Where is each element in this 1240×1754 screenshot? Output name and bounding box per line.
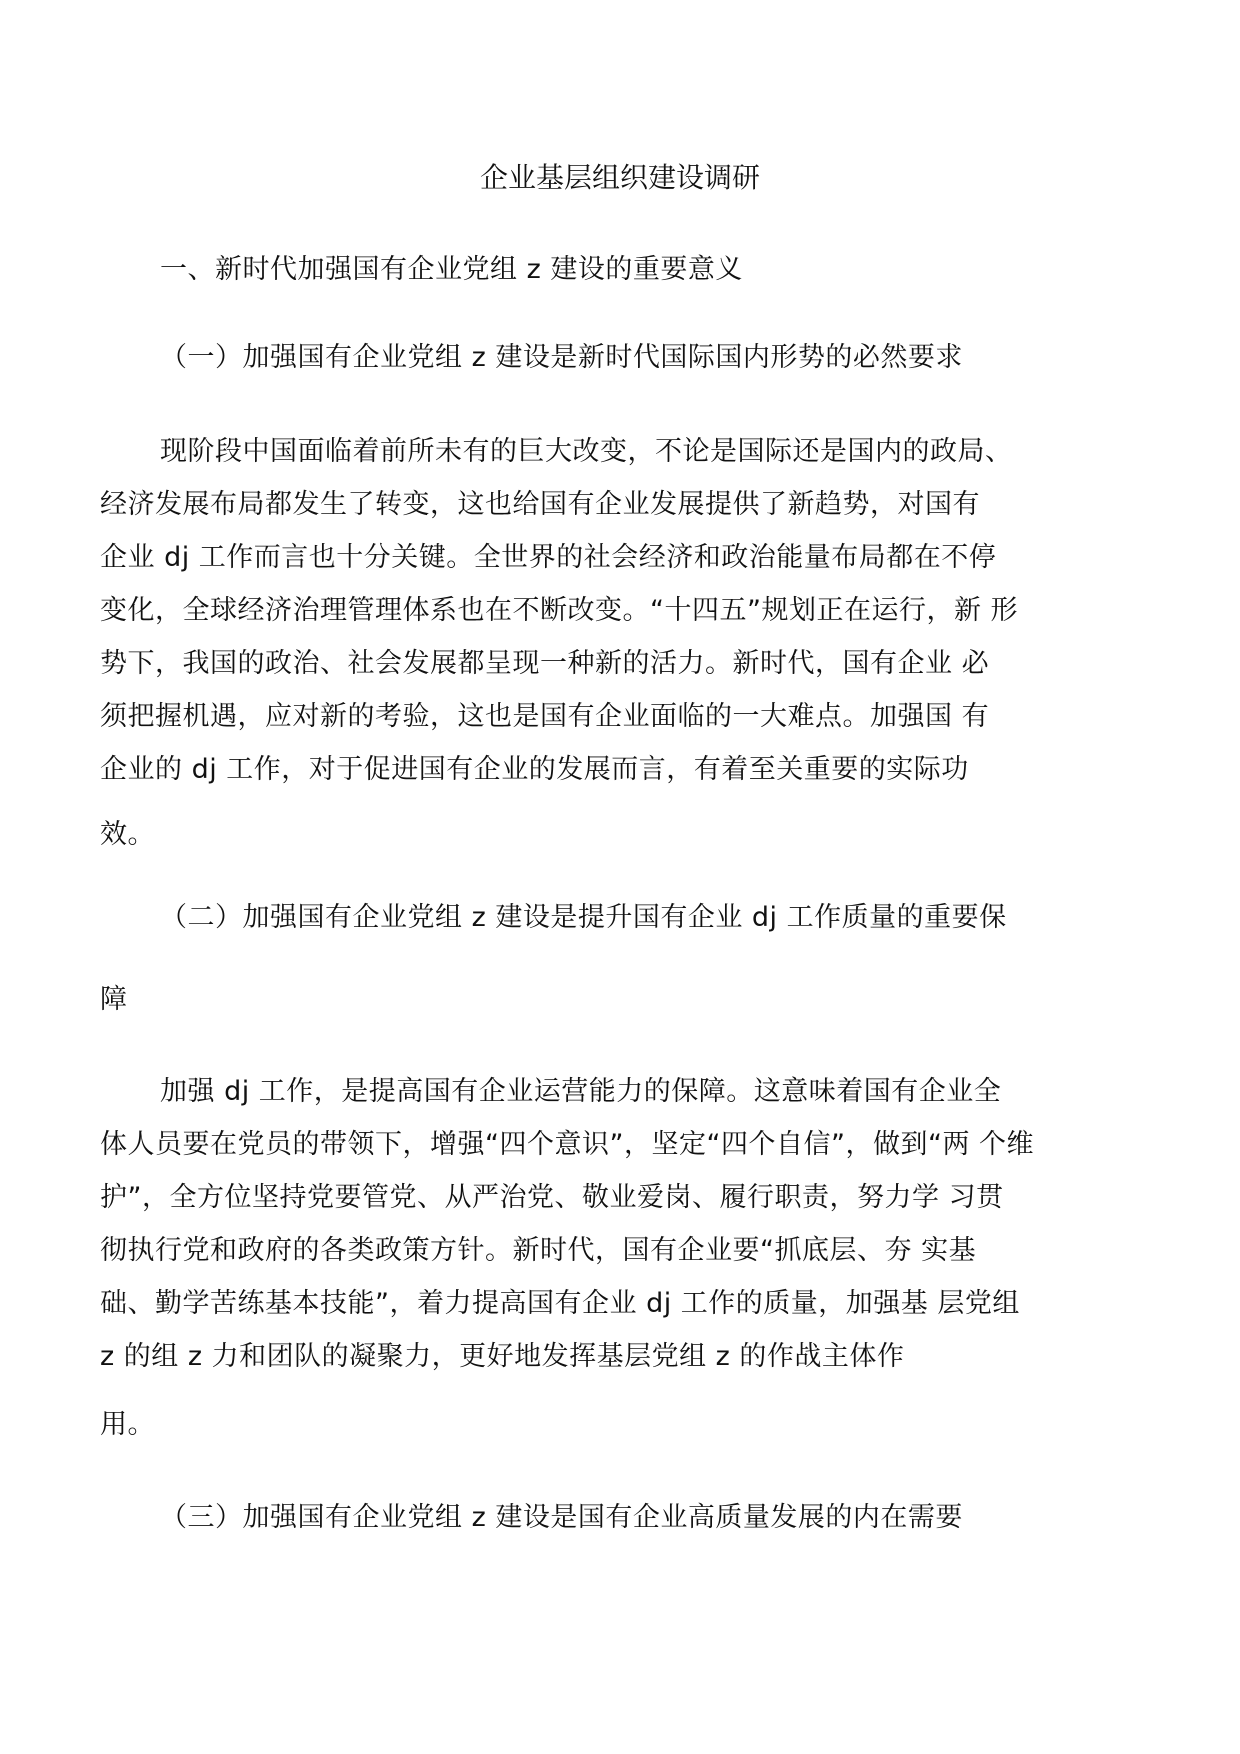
subsection-heading: （二）加强国有企业党组 z 建设是提升国有企业 dj 工作质量的重要保	[160, 902, 1007, 933]
paragraph-line: 须把握机遇，应对新的考验，这也是国有企业面临的一大难点。加强国 有	[100, 701, 990, 732]
document-title: 企业基层组织建设调研	[479, 161, 760, 194]
section-heading: 一、新时代加强国有企业党组 z 建设的重要意义	[160, 254, 743, 285]
subsection-heading: （三）加强国有企业党组 z 建设是国有企业高质量发展的内在需要	[160, 1502, 963, 1533]
paragraph-line: 彻执行党和政府的各类政策方针。新时代，国有企业要“抓底层、夯 实基	[100, 1235, 977, 1266]
paragraph-line: 现阶段中国面临着前所未有的巨大改变，不论是国际还是国内的政局、	[160, 436, 1013, 467]
paragraph-line: 企业 dj 工作而言也十分关键。全世界的社会经济和政治能量布局都在不停	[100, 542, 997, 573]
paragraph-line: 础、勤学苦练基本技能”，着力提高国有企业 dj 工作的质量，加强基 层党组	[100, 1288, 1020, 1319]
subsection-heading: （一）加强国有企业党组 z 建设是新时代国际国内形势的必然要求	[160, 342, 963, 373]
paragraph-line: 效。	[100, 819, 155, 850]
paragraph-line: 势下，我国的政治、社会发展都呈现一种新的活力。新时代，国有企业 必	[100, 648, 990, 679]
paragraph-line: 体人员要在党员的带领下，增强“四个意识”，坚定“四个自信”，做到“两 个维	[100, 1129, 1035, 1160]
paragraph-line: 变化，全球经济治理管理体系也在不断改变。“十四五”规划正在运行，新 形	[100, 595, 1019, 626]
paragraph-line: z 的组 z 力和团队的凝聚力，更好地发挥基层党组 z 的作战主体作	[100, 1341, 905, 1372]
paragraph-line: 护”，全方位坚持党要管党、从严治党、敬业爱岗、履行职责，努力学 习贯	[100, 1182, 1004, 1213]
subsection-heading: 障	[100, 984, 128, 1015]
paragraph-line: 加强 dj 工作，是提高国有企业运营能力的保障。这意味着国有企业全	[160, 1076, 1002, 1107]
paragraph-line: 经济发展布局都发生了转变，这也给国有企业发展提供了新趋势，对国有	[100, 489, 980, 520]
paragraph-line: 企业的 dj 工作，对于促进国有企业的发展而言，有着至关重要的实际功	[100, 754, 969, 785]
paragraph-line: 用。	[100, 1409, 155, 1440]
